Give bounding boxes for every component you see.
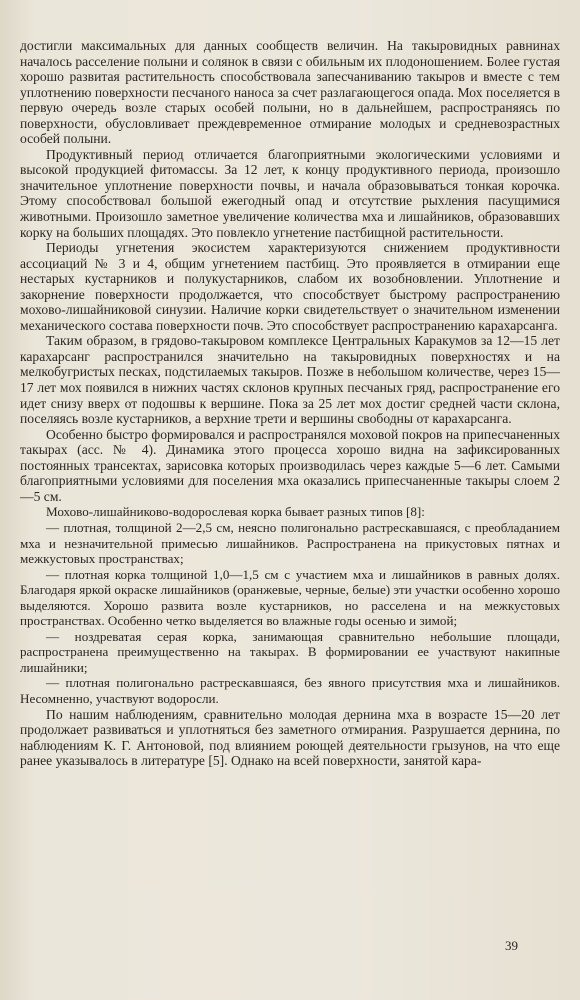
paragraph-1: достигли максимальных для данных сообществ величин. На такыровидных равнинах началось расселение полыни и солянок в связи с обильным их плодоношением. Более густая хорошо развитая растительность способствовала запесчаниванию такыров и вместе с тем уплотнению поверхности песчаного наноса за счет разлагающегося опада. Мох поселяется в первую очередь возле старых особей полыни, но в дальнейшем, распространяясь по поверхности, обусловливает преждевременное отмирание молодых и средневозрастных особей полыни. (20, 38, 560, 147)
page-number: 39 (505, 938, 518, 953)
paragraph-final: По нашим наблюдениям, сравнительно молодая дернина мха в возрасте 15—20 лет продолжает развиваться и уплотняться без заметного отмирания. Разрушается дернина, по наблюдениям К. Г. Антоновой, под влиянием роющей деятельности грызунов, на что еще ранее указывалось в литературе [5]. Однако на всей поверхности, занятой кара- (20, 706, 560, 769)
list-item-4: — плотная полигонально растрескавшаяся, без явного присутствия мха и лишайников. Несомненно, участвуют водоросли. (20, 675, 560, 706)
list-item-2: — плотная корка толщиной 1,0—1,5 см с участием мха и лишайников в равных долях. Благодаря яркой окраске лишайников (оранжевые, черные, белые) эти участки особенно хорошо выделяются. Хорошо развита возле кустарников, но расселена и на межкустовых пространствах. Особенно четко выделяется во влажные годы осенью и зимой; (20, 566, 560, 629)
list-item-3: — ноздреватая серая корка, занимающая сравнительно небольшие площади, распространена преимущественно на такырах. В формировании ее участвуют накипные лишайники; (20, 628, 560, 675)
paragraph-2: Продуктивный период отличается благоприятными экологическими условиями и высокой продукцией фитомассы. За 12 лет, к концу продуктивного периода, произошло значительное уплотнение поверхности почвы, и начала образовываться тонкая корочка. Этому способствовал большой ежегодный опад и отсутствие рыхления пасущимися животными. Произошло заметное увеличение количества мха и лишайников, образовавших корку на больших площадях. Это повлекло угнетение пастбищной растительности. (20, 146, 560, 240)
paragraph-3: Периоды угнетения экосистем характеризуются снижением продуктивности ассоциаций № 3 и 4, общим угнетением пастбищ. Это проявляется в отмирании еще нестарых кустарников и полукустарников, слабом их возобновлении. Уплотнение и закорнение поверхности продолжается, что способствует быстрому распространению мохово-лишайниковой синузии. Наличие корки свидетельствует о значительном изменении механического состава поверхности почв. Это способствует распространению карахарсанга. (20, 240, 560, 333)
paragraph-5: Особенно быстро формировался и распространялся моховой покров на припесчаненных такырах (асс. № 4). Динамика этого процесса хорошо видна на зафиксированных постоянных трансектах, зарисовка которых производилась через каждые 5—6 лет. Самыми благоприятными условиями для поселения мха оказались припесчаненные такыры слоем 2—5 см. (20, 426, 560, 504)
list-item-1: — плотная, толщиной 2—2,5 см, неясно полигонально растрескавшаяся, с преобладанием мха и незначительной примесью лишайников. Распространена на прикустовых пятнах и межкустовых пространствах; (20, 519, 560, 567)
body-text (20, 38, 560, 769)
list-intro: Мохово-лишайниково-водорослевая корка бывает разных типов [8]: (46, 504, 425, 520)
paragraph-4: Таким образом, в грядово-такыровом комплексе Центральных Каракумов за 12—15 лет карахарсанг распространился значительно на такыровидных поверхностях и на мелкобугристых песках, подстилаемых такыров. Позже в небольшом количестве, через 15—17 лет мох появился в нижних частях склонов крупных песчаных гряд, распространение его идет снизу вверх от подошвы к вершине. Пока за 25 лет мох достиг средней части склона, поселяясь возле кустарников, а верхние трети и вершины свободны от карахарсанга. (20, 333, 560, 427)
